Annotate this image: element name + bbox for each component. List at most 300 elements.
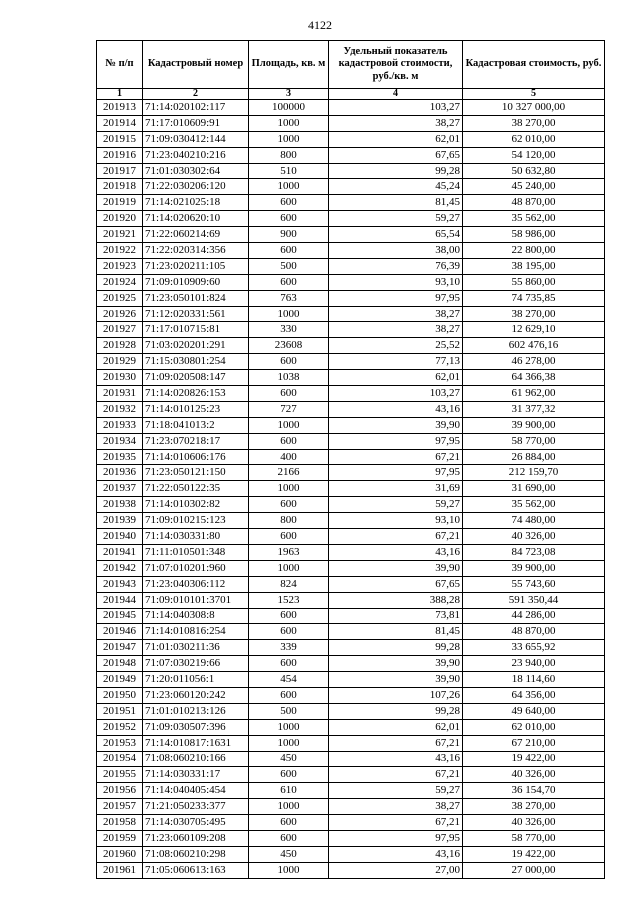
- cell-cadastral-number: 71:08:060210:298: [143, 846, 249, 862]
- cell-row-number: 201928: [97, 338, 143, 354]
- table-row: [97, 211, 605, 227]
- cell-row-number: 201932: [97, 401, 143, 417]
- cell-cadastral-number: 71:22:030206:120: [143, 179, 249, 195]
- cell-unit-value: 67,21: [329, 449, 463, 465]
- cell-cadastral-number: 71:08:060210:166: [143, 751, 249, 767]
- cell-cadastral-cost: 55 743,60: [463, 576, 605, 592]
- cell-row-number: 201917: [97, 163, 143, 179]
- cell-cadastral-number: 71:23:040306:112: [143, 576, 249, 592]
- table-row: [97, 258, 605, 274]
- cell-cadastral-cost: 67 210,00: [463, 735, 605, 751]
- header-row-number: № п/п: [97, 41, 143, 89]
- cell-cadastral-number: 71:12:020331:561: [143, 306, 249, 322]
- cell-unit-value: 97,95: [329, 465, 463, 481]
- cell-cadastral-cost: 58 770,00: [463, 433, 605, 449]
- cell-area: 1000: [249, 560, 329, 576]
- cell-unit-value: 38,27: [329, 322, 463, 338]
- cell-unit-value: 97,95: [329, 290, 463, 306]
- cell-unit-value: 67,21: [329, 735, 463, 751]
- cell-area: 1038: [249, 370, 329, 386]
- cell-cadastral-cost: 36 154,70: [463, 783, 605, 799]
- cell-unit-value: 93,10: [329, 274, 463, 290]
- cell-area: 600: [249, 830, 329, 846]
- cell-cadastral-number: 71:23:060109:208: [143, 830, 249, 846]
- cell-unit-value: 67,21: [329, 529, 463, 545]
- cell-area: 100000: [249, 100, 329, 116]
- cell-area: 1000: [249, 719, 329, 735]
- cell-cadastral-number: 71:14:021025:18: [143, 195, 249, 211]
- cell-area: 600: [249, 497, 329, 513]
- table-row: [97, 227, 605, 243]
- cell-area: 1523: [249, 592, 329, 608]
- cell-cadastral-cost: 35 562,00: [463, 497, 605, 513]
- cell-unit-value: 73,81: [329, 608, 463, 624]
- cell-area: 600: [249, 211, 329, 227]
- cell-row-number: 201919: [97, 195, 143, 211]
- cell-unit-value: 38,27: [329, 115, 463, 131]
- cell-cadastral-cost: 40 326,00: [463, 767, 605, 783]
- cell-row-number: 201921: [97, 227, 143, 243]
- cell-cadastral-number: 71:14:040405:454: [143, 783, 249, 799]
- cell-cadastral-cost: 48 870,00: [463, 624, 605, 640]
- cell-unit-value: 43,16: [329, 544, 463, 560]
- cell-row-number: 201934: [97, 433, 143, 449]
- table-row: [97, 767, 605, 783]
- table-body: [97, 100, 605, 879]
- cell-cadastral-number: 71:17:010609:91: [143, 115, 249, 131]
- cell-row-number: 201930: [97, 370, 143, 386]
- cell-area: 510: [249, 163, 329, 179]
- table-row: [97, 115, 605, 131]
- cell-unit-value: 81,45: [329, 195, 463, 211]
- table-row: [97, 751, 605, 767]
- table-row: [97, 290, 605, 306]
- cell-cadastral-number: 71:14:010606:176: [143, 449, 249, 465]
- column-number: 4: [329, 89, 463, 100]
- table-row: [97, 195, 605, 211]
- cell-cadastral-number: 71:23:050101:824: [143, 290, 249, 306]
- cell-row-number: 201942: [97, 560, 143, 576]
- cell-area: 1000: [249, 115, 329, 131]
- cell-area: 1000: [249, 735, 329, 751]
- cell-cadastral-number: 71:14:010302:82: [143, 497, 249, 513]
- table-row: [97, 354, 605, 370]
- table-row: [97, 830, 605, 846]
- cell-area: 1963: [249, 544, 329, 560]
- cell-cadastral-cost: 54 120,00: [463, 147, 605, 163]
- cell-cadastral-cost: 39 900,00: [463, 417, 605, 433]
- table-row: [97, 735, 605, 751]
- cell-unit-value: 62,01: [329, 131, 463, 147]
- cell-cadastral-cost: 61 962,00: [463, 386, 605, 402]
- cadastral-value-table: [96, 40, 605, 879]
- cell-area: 800: [249, 147, 329, 163]
- table-row: [97, 401, 605, 417]
- cell-row-number: 201957: [97, 799, 143, 815]
- cell-cadastral-number: 71:05:060613:163: [143, 862, 249, 878]
- cell-area: 23608: [249, 338, 329, 354]
- table-row: [97, 576, 605, 592]
- table-row: [97, 131, 605, 147]
- cell-row-number: 201925: [97, 290, 143, 306]
- cell-row-number: 201920: [97, 211, 143, 227]
- cell-unit-value: 62,01: [329, 370, 463, 386]
- table-row: [97, 719, 605, 735]
- cell-cadastral-cost: 19 422,00: [463, 846, 605, 862]
- cell-cadastral-cost: 74 480,00: [463, 513, 605, 529]
- cell-unit-value: 43,16: [329, 846, 463, 862]
- cell-cadastral-number: 71:15:030801:254: [143, 354, 249, 370]
- cell-cadastral-cost: 64 356,00: [463, 687, 605, 703]
- cell-row-number: 201959: [97, 830, 143, 846]
- cell-unit-value: 81,45: [329, 624, 463, 640]
- cell-area: 824: [249, 576, 329, 592]
- cell-area: 600: [249, 687, 329, 703]
- cell-row-number: 201938: [97, 497, 143, 513]
- table-row: [97, 449, 605, 465]
- cell-cadastral-cost: 58 986,00: [463, 227, 605, 243]
- cell-row-number: 201937: [97, 481, 143, 497]
- cell-cadastral-number: 71:18:041013:2: [143, 417, 249, 433]
- cell-area: 1000: [249, 417, 329, 433]
- cell-cadastral-cost: 38 195,00: [463, 258, 605, 274]
- cell-area: 1000: [249, 306, 329, 322]
- table-row: [97, 481, 605, 497]
- cell-area: 600: [249, 608, 329, 624]
- table-row: [97, 465, 605, 481]
- cell-area: 600: [249, 433, 329, 449]
- cell-cadastral-cost: 18 114,60: [463, 672, 605, 688]
- cell-unit-value: 77,13: [329, 354, 463, 370]
- cell-cadastral-cost: 45 240,00: [463, 179, 605, 195]
- cell-cadastral-number: 71:23:040210:216: [143, 147, 249, 163]
- cell-unit-value: 97,95: [329, 433, 463, 449]
- cell-cadastral-number: 71:23:020211:105: [143, 258, 249, 274]
- table-row: [97, 386, 605, 402]
- cell-cadastral-cost: 39 900,00: [463, 560, 605, 576]
- table-row: [97, 100, 605, 116]
- cell-row-number: 201945: [97, 608, 143, 624]
- cell-cadastral-cost: 46 278,00: [463, 354, 605, 370]
- cell-cadastral-number: 71:07:010201:960: [143, 560, 249, 576]
- cell-row-number: 201954: [97, 751, 143, 767]
- cell-unit-value: 103,27: [329, 100, 463, 116]
- cell-unit-value: 99,28: [329, 163, 463, 179]
- cell-row-number: 201941: [97, 544, 143, 560]
- cell-cadastral-number: 71:14:020826:153: [143, 386, 249, 402]
- cell-row-number: 201958: [97, 815, 143, 831]
- cell-cadastral-cost: 12 629,10: [463, 322, 605, 338]
- cell-cadastral-number: 71:01:030211:36: [143, 640, 249, 656]
- cell-area: 600: [249, 529, 329, 545]
- cell-cadastral-number: 71:14:020620:10: [143, 211, 249, 227]
- column-number: 5: [463, 89, 605, 100]
- cell-area: 400: [249, 449, 329, 465]
- cell-area: 1000: [249, 481, 329, 497]
- cell-cadastral-cost: 62 010,00: [463, 719, 605, 735]
- cell-row-number: 201935: [97, 449, 143, 465]
- cell-row-number: 201915: [97, 131, 143, 147]
- table-row: [97, 147, 605, 163]
- cell-cadastral-cost: 48 870,00: [463, 195, 605, 211]
- cell-unit-value: 27,00: [329, 862, 463, 878]
- cell-unit-value: 38,27: [329, 306, 463, 322]
- cell-row-number: 201949: [97, 672, 143, 688]
- cell-area: 727: [249, 401, 329, 417]
- cell-cadastral-cost: 49 640,00: [463, 703, 605, 719]
- cell-cadastral-number: 71:14:010816:254: [143, 624, 249, 640]
- cell-cadastral-number: 71:09:030507:396: [143, 719, 249, 735]
- cell-unit-value: 39,90: [329, 672, 463, 688]
- cell-cadastral-number: 71:17:010715:81: [143, 322, 249, 338]
- cell-cadastral-number: 71:14:030331:80: [143, 529, 249, 545]
- cell-area: 600: [249, 243, 329, 259]
- cell-row-number: 201913: [97, 100, 143, 116]
- cell-area: 900: [249, 227, 329, 243]
- cell-area: 1000: [249, 179, 329, 195]
- cell-unit-value: 93,10: [329, 513, 463, 529]
- cell-unit-value: 99,28: [329, 640, 463, 656]
- table-row: [97, 306, 605, 322]
- cell-row-number: 201927: [97, 322, 143, 338]
- cell-cadastral-cost: 591 350,44: [463, 592, 605, 608]
- cell-cadastral-cost: 38 270,00: [463, 306, 605, 322]
- cell-row-number: 201916: [97, 147, 143, 163]
- cell-cadastral-number: 71:22:050122:35: [143, 481, 249, 497]
- table-row: [97, 799, 605, 815]
- cell-cadastral-cost: 55 860,00: [463, 274, 605, 290]
- cell-cadastral-cost: 31 690,00: [463, 481, 605, 497]
- cell-cadastral-cost: 31 377,32: [463, 401, 605, 417]
- cell-area: 1000: [249, 131, 329, 147]
- table-row: [97, 656, 605, 672]
- cell-cadastral-number: 71:03:020201:291: [143, 338, 249, 354]
- cell-unit-value: 39,90: [329, 656, 463, 672]
- cell-unit-value: 388,28: [329, 592, 463, 608]
- cell-row-number: 201948: [97, 656, 143, 672]
- cell-row-number: 201952: [97, 719, 143, 735]
- cell-cadastral-cost: 40 326,00: [463, 815, 605, 831]
- column-number: 3: [249, 89, 329, 100]
- table-row: [97, 703, 605, 719]
- table-row: [97, 529, 605, 545]
- cell-row-number: 201914: [97, 115, 143, 131]
- cell-cadastral-number: 71:21:050233:377: [143, 799, 249, 815]
- cell-unit-value: 67,65: [329, 576, 463, 592]
- cell-area: 454: [249, 672, 329, 688]
- cell-cadastral-cost: 212 159,70: [463, 465, 605, 481]
- header-area: Площадь, кв. м: [249, 41, 329, 89]
- cell-cadastral-number: 71:09:030412:144: [143, 131, 249, 147]
- cell-cadastral-number: 71:22:020314:356: [143, 243, 249, 259]
- page-number: 4122: [308, 18, 332, 32]
- cell-cadastral-cost: 33 655,92: [463, 640, 605, 656]
- cell-cadastral-cost: 27 000,00: [463, 862, 605, 878]
- cell-cadastral-number: 71:14:020102:117: [143, 100, 249, 116]
- table-row: [97, 417, 605, 433]
- table-row: [97, 433, 605, 449]
- cell-unit-value: 59,27: [329, 211, 463, 227]
- header-cadastral-number: Кадастровый номер: [143, 41, 249, 89]
- cell-cadastral-number: 71:09:020508:147: [143, 370, 249, 386]
- table-row: [97, 544, 605, 560]
- cell-cadastral-cost: 84 723,08: [463, 544, 605, 560]
- cell-area: 800: [249, 513, 329, 529]
- cell-cadastral-number: 71:09:010215:123: [143, 513, 249, 529]
- cell-row-number: 201922: [97, 243, 143, 259]
- cell-unit-value: 25,52: [329, 338, 463, 354]
- cell-cadastral-cost: 26 884,00: [463, 449, 605, 465]
- table-row: [97, 783, 605, 799]
- cell-unit-value: 38,00: [329, 243, 463, 259]
- cell-unit-value: 99,28: [329, 703, 463, 719]
- table-row: [97, 608, 605, 624]
- header-unit-value: Удельный показатель кадастровой стоимости, руб./кв. м: [329, 41, 463, 89]
- cell-cadastral-cost: 35 562,00: [463, 211, 605, 227]
- cell-row-number: 201923: [97, 258, 143, 274]
- cell-cadastral-number: 71:14:040308:8: [143, 608, 249, 624]
- column-number: 1: [97, 89, 143, 100]
- cell-row-number: 201933: [97, 417, 143, 433]
- cell-cadastral-number: 71:20:011056:1: [143, 672, 249, 688]
- cell-cadastral-cost: 50 632,80: [463, 163, 605, 179]
- column-number: 2: [143, 89, 249, 100]
- cell-cadastral-cost: 19 422,00: [463, 751, 605, 767]
- cell-area: 600: [249, 274, 329, 290]
- cell-row-number: 201944: [97, 592, 143, 608]
- cell-area: 1000: [249, 799, 329, 815]
- table-row: [97, 687, 605, 703]
- cell-cadastral-number: 71:22:060214:69: [143, 227, 249, 243]
- cell-cadastral-number: 71:01:030302:64: [143, 163, 249, 179]
- cell-row-number: 201951: [97, 703, 143, 719]
- cell-unit-value: 39,90: [329, 417, 463, 433]
- cell-area: 339: [249, 640, 329, 656]
- cell-row-number: 201961: [97, 862, 143, 878]
- cell-cadastral-number: 71:11:010501:348: [143, 544, 249, 560]
- cell-row-number: 201924: [97, 274, 143, 290]
- cell-unit-value: 59,27: [329, 497, 463, 513]
- cell-row-number: 201946: [97, 624, 143, 640]
- cell-row-number: 201940: [97, 529, 143, 545]
- cell-unit-value: 43,16: [329, 751, 463, 767]
- cell-cadastral-cost: 38 270,00: [463, 799, 605, 815]
- cell-unit-value: 97,95: [329, 830, 463, 846]
- cell-unit-value: 65,54: [329, 227, 463, 243]
- cell-unit-value: 67,21: [329, 815, 463, 831]
- cell-unit-value: 103,27: [329, 386, 463, 402]
- cell-unit-value: 67,21: [329, 767, 463, 783]
- cell-cadastral-number: 71:23:070218:17: [143, 433, 249, 449]
- cell-row-number: 201939: [97, 513, 143, 529]
- table-row: [97, 322, 605, 338]
- cell-row-number: 201926: [97, 306, 143, 322]
- table-header-row: [97, 41, 605, 89]
- cell-area: 600: [249, 624, 329, 640]
- cell-row-number: 201950: [97, 687, 143, 703]
- cell-area: 600: [249, 815, 329, 831]
- table-row: [97, 862, 605, 878]
- table-row: [97, 163, 605, 179]
- cell-cadastral-cost: 602 476,16: [463, 338, 605, 354]
- cell-cadastral-number: 71:14:030331:17: [143, 767, 249, 783]
- cell-area: 600: [249, 195, 329, 211]
- cell-unit-value: 76,39: [329, 258, 463, 274]
- cell-row-number: 201947: [97, 640, 143, 656]
- cell-cadastral-number: 71:14:010125:23: [143, 401, 249, 417]
- cell-unit-value: 62,01: [329, 719, 463, 735]
- cell-area: 763: [249, 290, 329, 306]
- cell-cadastral-cost: 44 286,00: [463, 608, 605, 624]
- cell-cadastral-number: 71:01:010213:126: [143, 703, 249, 719]
- table-row: [97, 640, 605, 656]
- table-row: [97, 846, 605, 862]
- cell-cadastral-cost: 40 326,00: [463, 529, 605, 545]
- cell-cadastral-cost: 23 940,00: [463, 656, 605, 672]
- cell-cadastral-cost: 74 735,85: [463, 290, 605, 306]
- cell-row-number: 201955: [97, 767, 143, 783]
- table-row: [97, 179, 605, 195]
- table-row: [97, 592, 605, 608]
- cell-unit-value: 45,24: [329, 179, 463, 195]
- cell-unit-value: 39,90: [329, 560, 463, 576]
- cell-row-number: 201943: [97, 576, 143, 592]
- cell-row-number: 201953: [97, 735, 143, 751]
- table-row: [97, 672, 605, 688]
- cell-row-number: 201918: [97, 179, 143, 195]
- table-row: [97, 560, 605, 576]
- cell-cadastral-number: 71:14:010817:1631: [143, 735, 249, 751]
- table-row: [97, 243, 605, 259]
- cell-area: 600: [249, 354, 329, 370]
- cell-row-number: 201960: [97, 846, 143, 862]
- table-row: [97, 370, 605, 386]
- cell-area: 500: [249, 258, 329, 274]
- cell-cadastral-number: 71:09:010909:60: [143, 274, 249, 290]
- cell-area: 450: [249, 846, 329, 862]
- cell-area: 600: [249, 386, 329, 402]
- cell-unit-value: 67,65: [329, 147, 463, 163]
- cell-row-number: 201929: [97, 354, 143, 370]
- cell-cadastral-cost: 10 327 000,00: [463, 100, 605, 116]
- header-cadastral-cost: Кадастровая стоимость, руб.: [463, 41, 605, 89]
- cell-row-number: 201931: [97, 386, 143, 402]
- column-number-row: [97, 89, 605, 100]
- cell-cadastral-cost: 22 800,00: [463, 243, 605, 259]
- table-row: [97, 624, 605, 640]
- cell-cadastral-cost: 58 770,00: [463, 830, 605, 846]
- cell-area: 600: [249, 767, 329, 783]
- cell-row-number: 201956: [97, 783, 143, 799]
- cell-cadastral-cost: 64 366,38: [463, 370, 605, 386]
- table-row: [97, 338, 605, 354]
- table-row: [97, 274, 605, 290]
- table-row: [97, 815, 605, 831]
- cell-area: 610: [249, 783, 329, 799]
- cell-cadastral-number: 71:23:050121:150: [143, 465, 249, 481]
- cell-unit-value: 38,27: [329, 799, 463, 815]
- cell-row-number: 201936: [97, 465, 143, 481]
- cell-area: 500: [249, 703, 329, 719]
- cell-unit-value: 43,16: [329, 401, 463, 417]
- cell-area: 450: [249, 751, 329, 767]
- cell-area: 1000: [249, 862, 329, 878]
- cell-cadastral-number: 71:09:010101:3701: [143, 592, 249, 608]
- cell-unit-value: 107,26: [329, 687, 463, 703]
- cell-cadastral-number: 71:14:030705:495: [143, 815, 249, 831]
- cell-cadastral-number: 71:07:030219:66: [143, 656, 249, 672]
- cell-cadastral-number: 71:23:060120:242: [143, 687, 249, 703]
